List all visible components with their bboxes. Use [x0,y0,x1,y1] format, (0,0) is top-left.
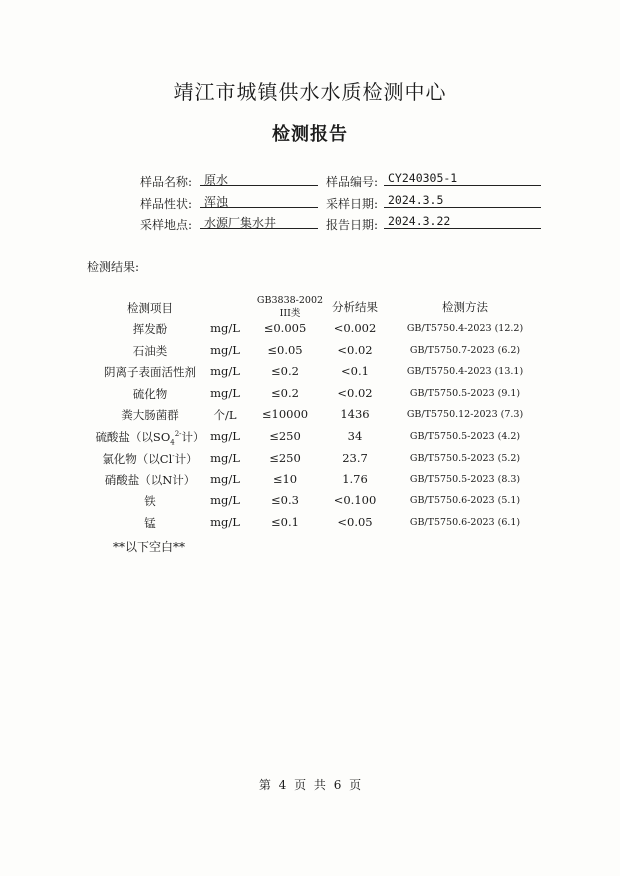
sample-name-label: 样品名称: [139,175,192,189]
table-row [0,321,620,339]
blank-note: **以下空白** [113,540,186,554]
report-date-label: 报告日期: [325,218,378,232]
limit-cell: ≤10 [272,472,298,486]
col-standard-line1: GB3838-2002 [256,295,324,306]
sample-no-label: 样品编号: [325,175,378,189]
sample-nature-label: 样品性状: [139,197,192,211]
result-cell: 34 [347,429,363,443]
item-suffix: 计） [174,452,198,466]
result-cell: <0.1 [341,364,369,378]
result-cell: 1.76 [342,472,368,486]
col-standard-header [250,294,330,320]
sample-no-value: CY240305-1 [384,171,541,186]
item-superscript: - [172,452,175,461]
result-cell: <0.05 [337,515,373,529]
item-subscript: 4 [170,438,175,447]
col-item-header: 检测项目 [127,301,173,315]
item-superscript: 2- [174,430,182,439]
table-row [0,451,620,469]
limit-cell: ≤0.005 [263,321,307,335]
item-text: 氯化物（以Cl [102,452,173,466]
result-cell: <0.002 [333,321,377,335]
table-row [0,429,620,447]
result-cell: <0.02 [337,386,373,400]
item-text: 硫酸盐（以SO [95,430,171,444]
sampling-date-label: 采样日期: [325,197,378,211]
limit-cell: ≤0.2 [271,364,299,378]
method-cell: GB/T5750.5-2023 (9.1) [409,388,521,399]
method-cell: GB/T5750.12-2023 (7.3) [406,409,524,420]
unit-cell: mg/L [210,451,240,465]
method-cell: GB/T5750.6-2023 (6.1) [409,517,521,528]
item-cell: 石油类 [132,344,168,358]
result-cell: 1436 [340,407,370,421]
table-row [0,343,620,361]
limit-cell: ≤0.3 [271,493,299,507]
unit-cell: mg/L [210,364,240,378]
unit-cell: mg/L [210,472,240,486]
item-cell: 挥发酚 [132,322,168,336]
table-row [0,407,620,425]
sample-name-value: 原水 [200,171,318,186]
sampling-date-value: 2024.3.5 [384,193,541,208]
item-cell [80,429,220,446]
unit-cell: mg/L [210,515,240,529]
item-cell: 硫化物 [132,387,168,401]
unit-cell: mg/L [210,321,240,335]
method-cell: GB/T5750.4-2023 (13.1) [406,366,524,377]
sampling-site-value: 水源厂集水井 [200,214,318,229]
limit-cell: ≤10000 [261,407,309,421]
method-cell: GB/T5750.5-2023 (8.3) [409,474,521,485]
unit-cell: mg/L [210,493,240,507]
col-standard-line2: III类 [279,308,301,319]
table-row [0,364,620,382]
method-cell: GB/T5750.7-2023 (6.2) [409,345,521,356]
limit-cell: ≤250 [269,429,301,443]
item-cell: 铁 [144,494,156,508]
limit-cell: ≤0.1 [271,515,299,529]
table-row [0,386,620,404]
page-number: 第 4 页 共 6 页 [258,778,362,792]
item-cell: 阴离子表面活性剂 [104,365,196,379]
table-row [0,515,620,533]
table-row [0,493,620,511]
unit-cell: mg/L [210,343,240,357]
unit-cell: mg/L [210,386,240,400]
sampling-site-label: 采样地点: [139,218,192,232]
method-cell: GB/T5750.6-2023 (5.1) [409,495,521,506]
col-result-header: 分析结果 [332,300,378,314]
sample-nature-value: 浑浊 [200,193,318,208]
item-cell: 粪大肠菌群 [121,408,179,422]
col-method-header: 检测方法 [442,300,488,314]
table-row [0,472,620,490]
result-cell: 23.7 [342,451,368,465]
result-cell: <0.02 [337,343,373,357]
report-title: 检测报告 [272,124,348,145]
method-cell: GB/T5750.4-2023 (12.2) [406,323,524,334]
item-cell: 锰 [144,516,156,530]
method-cell: GB/T5750.5-2023 (4.2) [409,431,521,442]
limit-cell: ≤0.05 [267,343,303,357]
item-cell: 硝酸盐（以N计） [104,473,196,487]
organization-name: 靖江市城镇供水水质检测中心 [173,80,447,104]
limit-cell: ≤250 [269,451,301,465]
report-date-value: 2024.3.22 [384,214,541,229]
unit-cell: mg/L [210,429,240,443]
item-cell [80,451,220,467]
results-section-label: 检测结果: [87,260,140,274]
unit-cell: 个/L [213,408,237,422]
result-cell: <0.100 [333,493,377,507]
item-suffix: 计） [181,430,205,444]
limit-cell: ≤0.2 [271,386,299,400]
method-cell: GB/T5750.5-2023 (5.2) [409,453,521,464]
